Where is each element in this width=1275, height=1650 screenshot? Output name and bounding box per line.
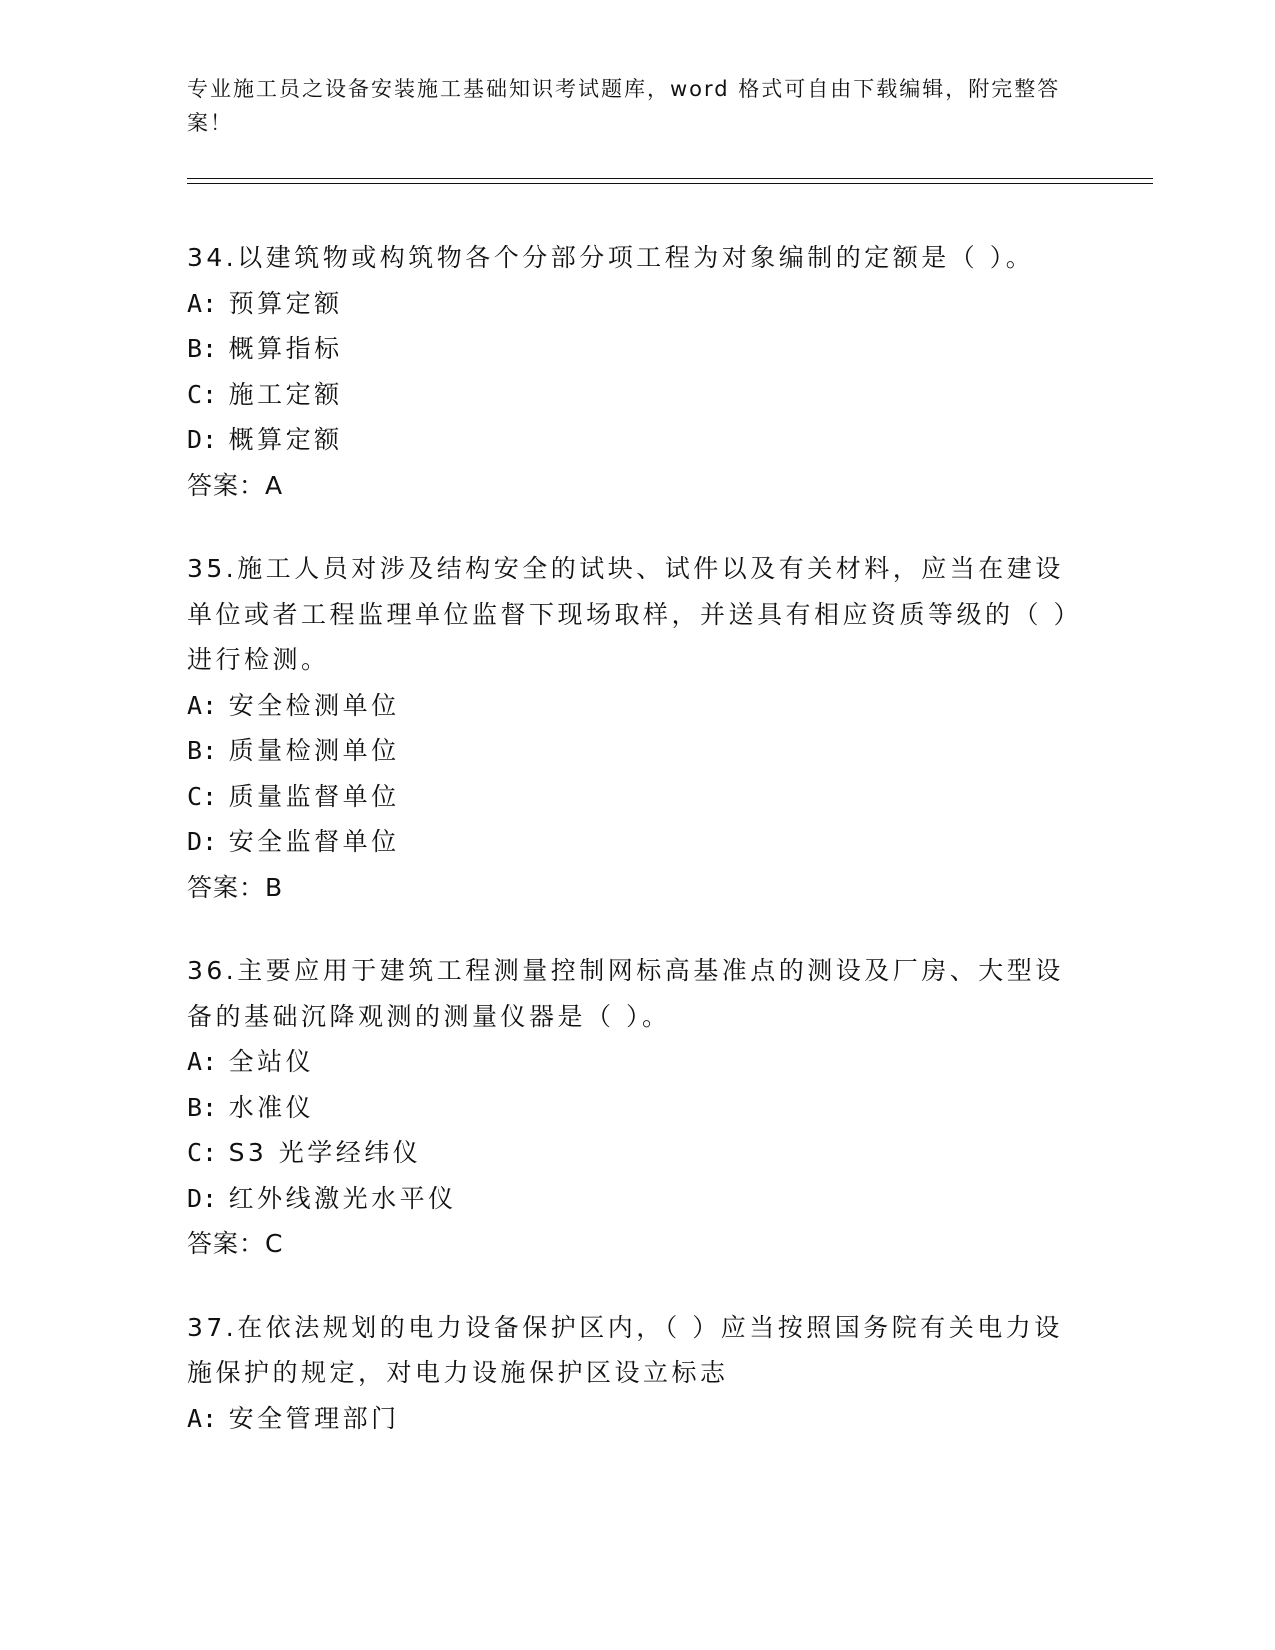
option-b: B: 水准仪 xyxy=(187,1092,315,1122)
option-b: B: 质量检测单位 xyxy=(187,736,400,765)
question-35 xyxy=(187,546,1087,910)
option-d: D: 安全监督单位 xyxy=(187,827,400,856)
option-a: A: 预算定额 xyxy=(187,288,343,318)
question-stem: 34.以建筑物或构筑物各个分部分项工程为对象编制的定额是（ ）。 xyxy=(187,243,1035,272)
option-a: A: 安全管理部门 xyxy=(187,1403,400,1433)
option-d: D: 概算定额 xyxy=(187,425,343,454)
option-a: A: 全站仪 xyxy=(187,1047,315,1076)
option-c: C: 施工定额 xyxy=(187,379,343,409)
document-header: 专业施工员之设备安装施工基础知识考试题库，word 格式可自由下载编辑，附完整答案！ xyxy=(187,77,1061,135)
question-34 xyxy=(187,235,1087,508)
answer: 答案：B xyxy=(187,872,284,902)
option-d: D: 红外线激光水平仪 xyxy=(187,1183,457,1213)
answer: 答案：C xyxy=(187,1229,284,1258)
question-37 xyxy=(187,1305,1087,1442)
option-b: B: 概算指标 xyxy=(187,334,343,363)
question-list xyxy=(187,235,1087,1479)
option-c: C: S3 光学经纬仪 xyxy=(187,1138,422,1167)
header-rule-top xyxy=(187,178,1153,179)
header-rule-bottom xyxy=(187,183,1153,184)
question-stem: 35.施工人员对涉及结构安全的试块、试件以及有关材料，应当在建设单位或者工程监理单位监督下现场取样，并送具有相应资质等级的（ ）进行检测。 xyxy=(187,554,1082,674)
answer: 答案：A xyxy=(187,470,284,500)
question-stem: 36.主要应用于建筑工程测量控制网标高基准点的测设及厂房、大型设备的基础沉降观测的测量仪器是（ ）。 xyxy=(187,956,1064,1031)
question-stem: 37.在依法规划的电力设备保护区内，（ ）应当按照国务院有关电力设施保护的规定，对电力设施保护区设立标志 xyxy=(187,1312,1063,1387)
question-36 xyxy=(187,948,1087,1267)
option-a: A: 安全检测单位 xyxy=(187,690,400,720)
option-c: C: 质量监督单位 xyxy=(187,781,400,811)
